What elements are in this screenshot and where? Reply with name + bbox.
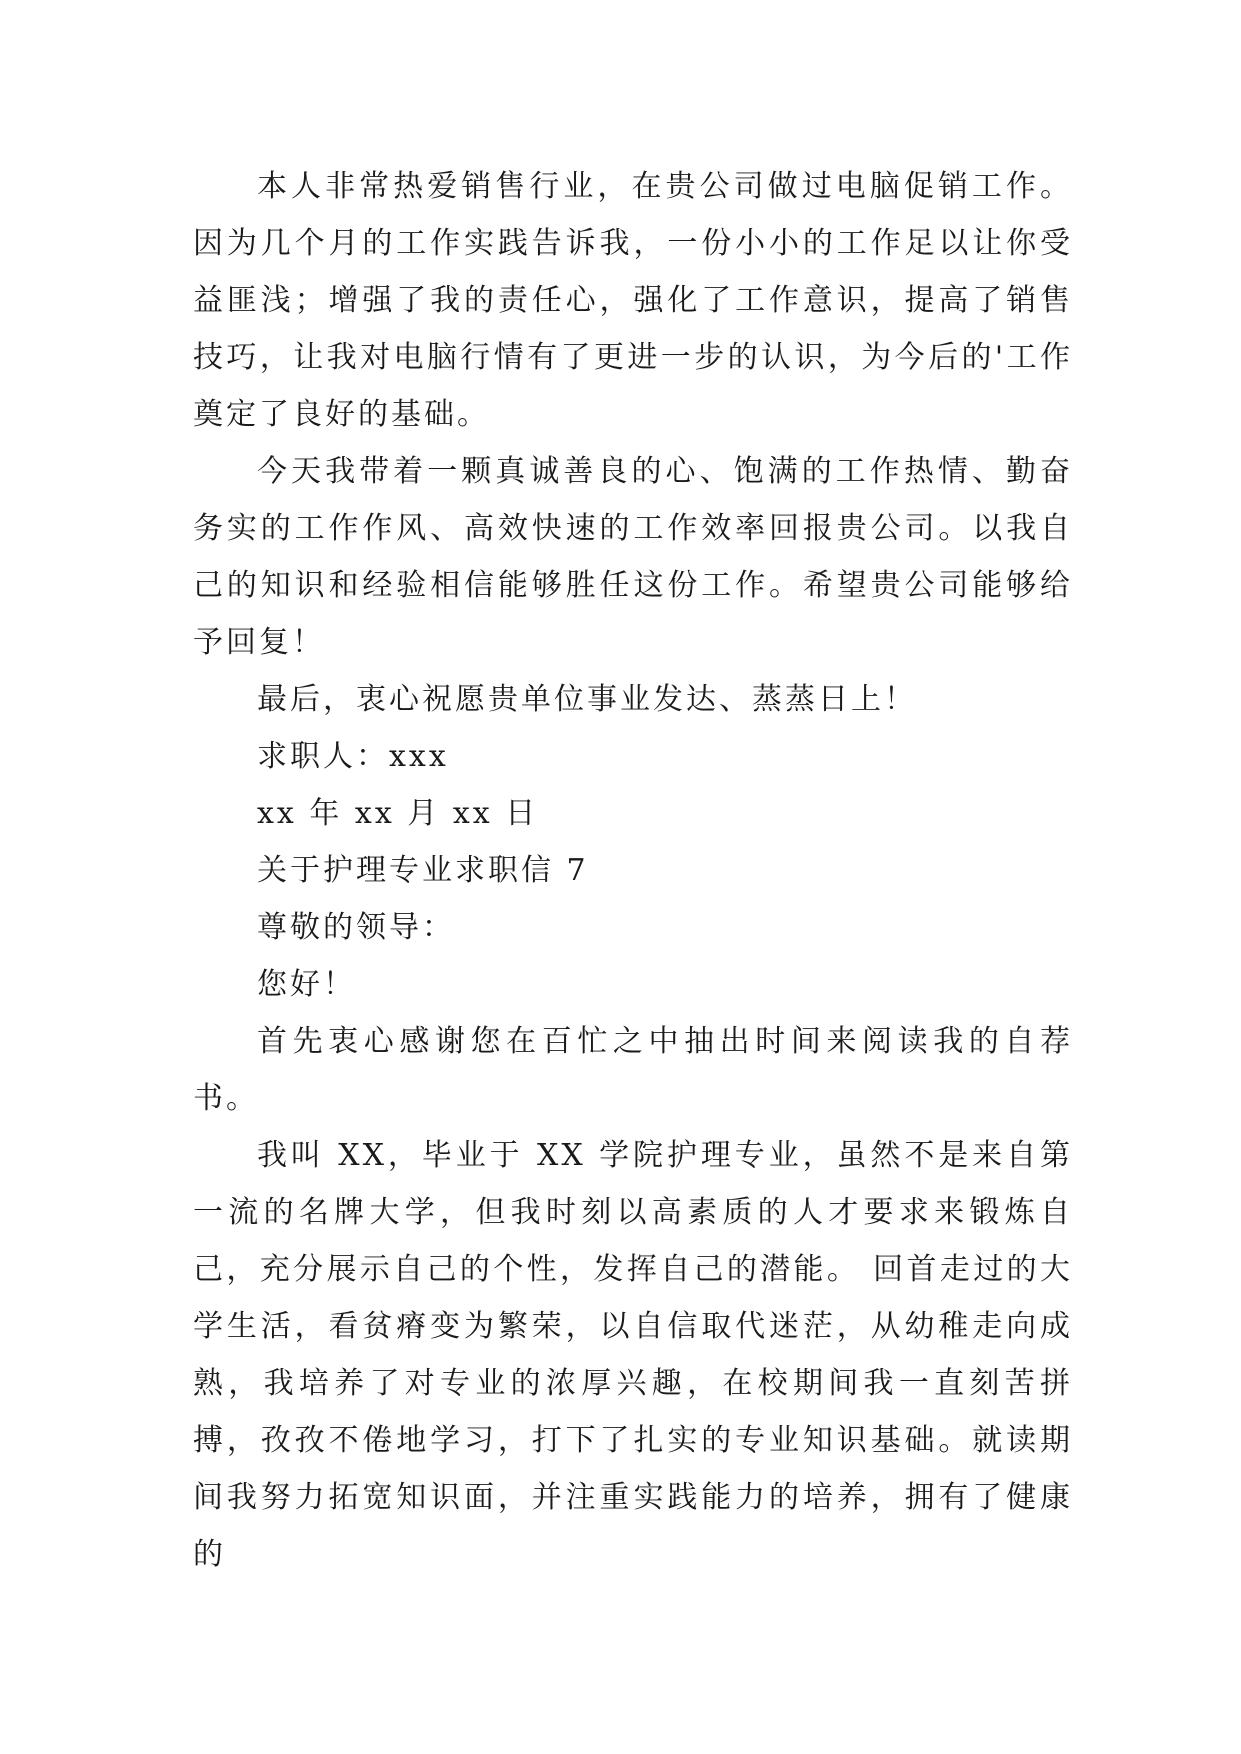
paragraph-commitment: 今天我带着一颗真诚善良的心、饱满的工作热情、勤奋务实的工作作风、高效快速的工作效率回报贵公司。以我自己的知识和经验相信能够胜任这份工作。希望贵公司能够给予回复！	[193, 454, 1073, 660]
document-body	[193, 158, 1073, 1583]
applicant-signature: 求职人：xxx	[257, 739, 449, 774]
paragraph-introduction: 我叫 XX，毕业于 XX 学院护理专业，虽然不是来自第一流的名牌大学，但我时刻以高素质的人才要求来锻炼自己，充分展示自己的个性，发挥自己的潜能。 回首走过的大学生活，看贫瘠变为繁荣，以自信取代迷茫，从幼稚走向成熟，我培养了对专业的浓厚兴趣，在校期间我一直刻苦拼搏，孜孜不倦地学习，打下了扎实的专业知识基础。就读期间我努力拓宽知识面，并注重实践能力的培养，拥有了健康的	[193, 1138, 1073, 1572]
paragraph-sales-experience: 本人非常热爱销售行业，在贵公司做过电脑促销工作。因为几个月的工作实践告诉我，一份小小的工作足以让你受益匪浅；增强了我的责任心，强化了工作意识，提高了销售技巧，让我对电脑行情有了更进一步的认识，为今后的'工作奠定了良好的基础。	[193, 169, 1073, 432]
signature-date: xx 年 xx 月 xx 日	[257, 796, 539, 831]
salutation: 尊敬的领导：	[257, 910, 455, 945]
greeting: 您好！	[257, 967, 356, 1002]
section-heading: 关于护理专业求职信 7	[257, 853, 589, 888]
paragraph-closing-wish: 最后，衷心祝愿贵单位事业发达、蒸蒸日上！	[257, 682, 917, 717]
paragraph-thanks: 首先衷心感谢您在百忙之中抽出时间来阅读我的自荐书。	[193, 1024, 1073, 1116]
